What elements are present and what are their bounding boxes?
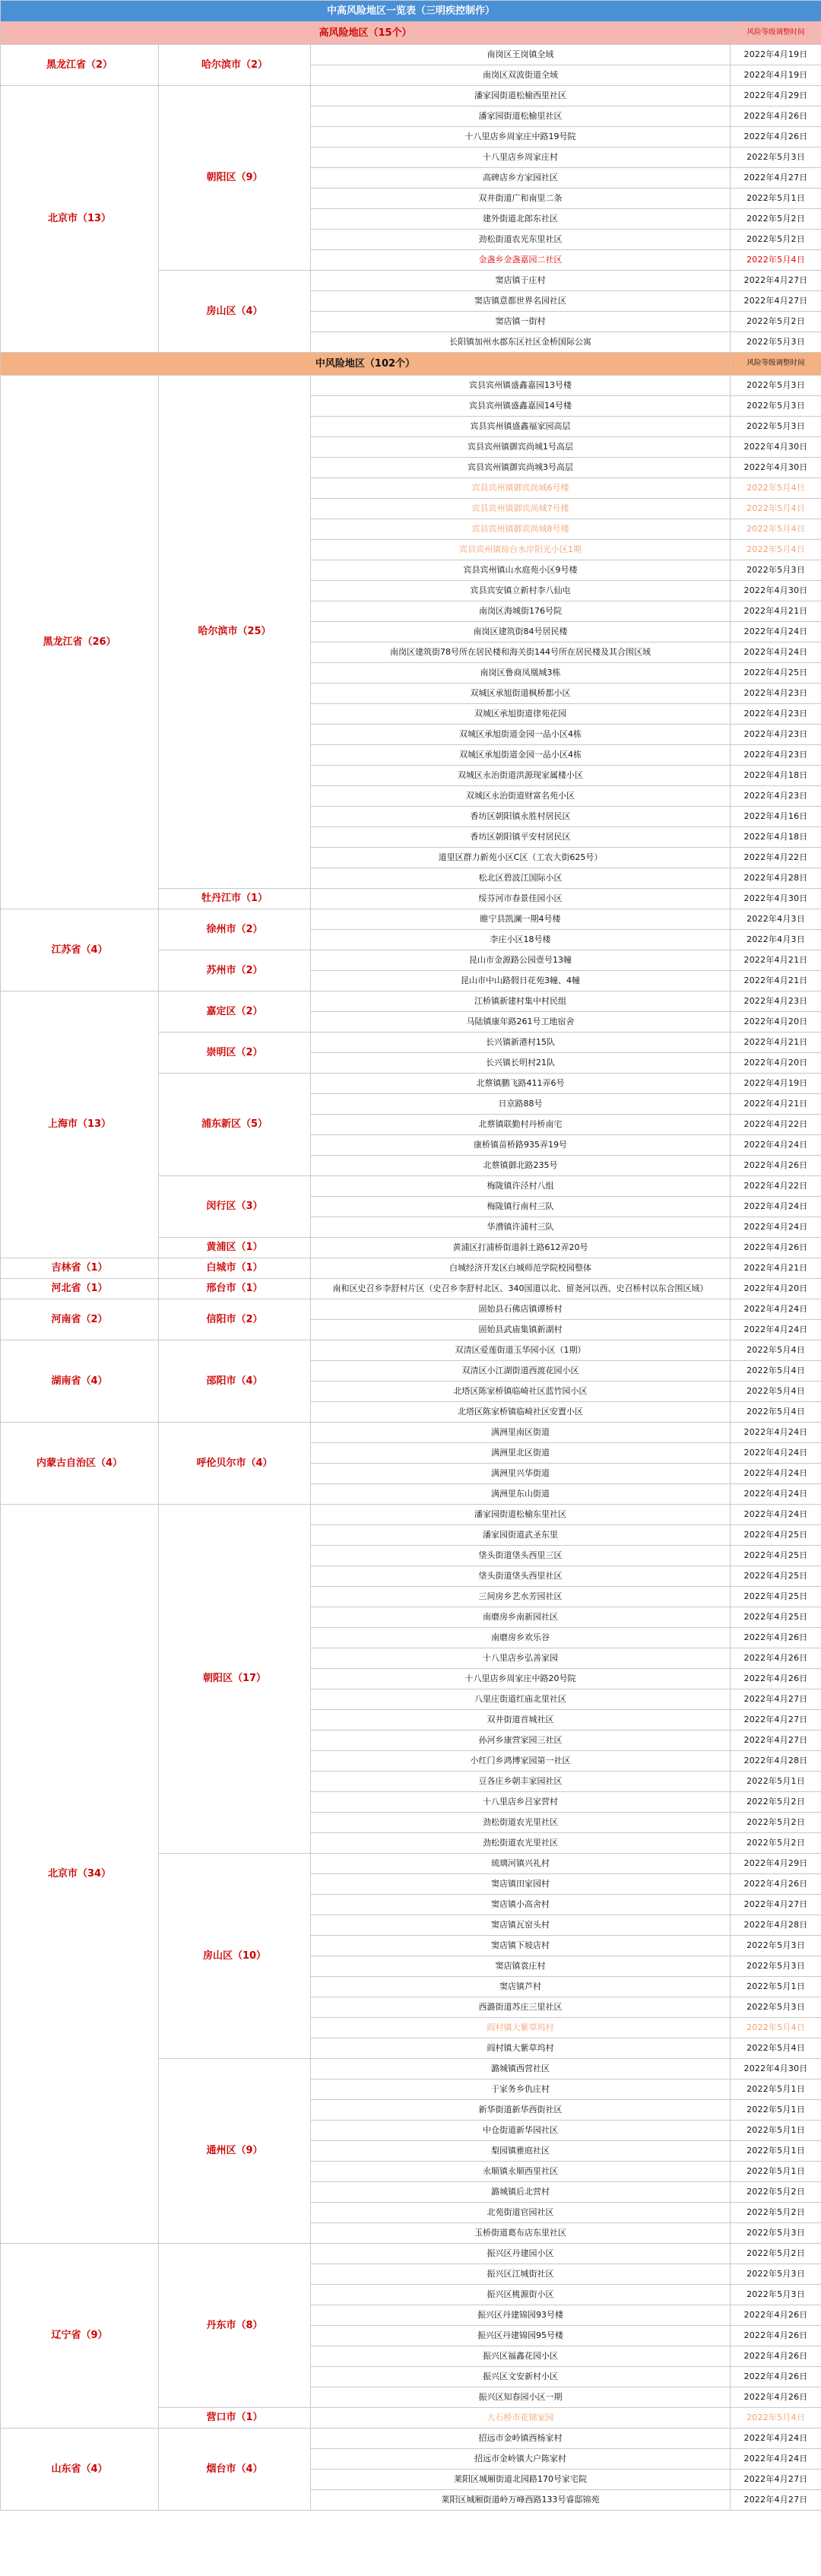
table-row — [1, 1279, 821, 1299]
adjust-date-cell: 2022年5月3日 — [731, 2264, 821, 2285]
section-header-row — [1, 22, 821, 45]
area-cell: 孙河乡康营家园三社区 — [311, 1731, 731, 1751]
area-cell: 满洲里兴华街道 — [311, 1464, 731, 1484]
adjust-date-cell: 2022年5月2日 — [731, 1833, 821, 1854]
adjust-date-cell: 2022年5月4日 — [731, 2038, 821, 2059]
adjust-date-cell: 2022年4月25日 — [731, 1607, 821, 1628]
adjust-date-cell: 2022年4月24日 — [731, 1443, 821, 1464]
area-cell: 中仓街道新华园社区 — [311, 2121, 731, 2141]
area-cell: 振兴区知春园小区一期 — [311, 2387, 731, 2408]
area-cell: 十八里店乡周家庄中路20号院 — [311, 1669, 731, 1689]
adjust-date-cell: 2022年4月29日 — [731, 86, 821, 106]
area-cell: 江桥镇新建村集中村民组 — [311, 991, 731, 1012]
adjust-date-cell: 2022年4月26日 — [731, 1648, 821, 1669]
adjust-date-cell: 2022年5月4日 — [731, 540, 821, 560]
area-cell: 华漕镇许浦村三队 — [311, 1217, 731, 1238]
adjust-date-cell: 2022年4月21日 — [731, 1258, 821, 1279]
adjust-date-cell: 2022年4月30日 — [731, 581, 821, 601]
adjust-date-cell: 2022年4月24日 — [731, 1197, 821, 1217]
section-label: 高风险地区（15个） — [1, 22, 731, 45]
table-row — [1, 86, 821, 106]
adjust-date-cell: 2022年4月23日 — [731, 991, 821, 1012]
city-cell: 房山区（4） — [159, 271, 311, 353]
adjust-date-cell: 2022年4月24日 — [731, 1505, 821, 1525]
province-cell: 江苏省（4） — [1, 909, 159, 991]
adjust-date-cell: 2022年5月4日 — [731, 499, 821, 519]
section-label: 中风险地区（102个） — [1, 353, 731, 376]
adjust-date-cell: 2022年4月29日 — [731, 1854, 821, 1874]
area-cell: 梨园镇雅庭社区 — [311, 2141, 731, 2162]
area-cell: 昆山市中山路假日花苑3幢、4幢 — [311, 971, 731, 991]
adjust-date-cell: 2022年4月16日 — [731, 807, 821, 827]
adjust-date-cell: 2022年4月24日 — [731, 1423, 821, 1443]
adjust-date-cell: 2022年4月27日 — [731, 168, 821, 189]
area-cell: 双井街道首城社区 — [311, 1710, 731, 1731]
area-cell: 梅陇镇行南村三队 — [311, 1197, 731, 1217]
province-cell: 河南省（2） — [1, 1299, 159, 1340]
adjust-date-cell: 2022年4月27日 — [731, 1895, 821, 1915]
adjust-date-cell: 2022年5月1日 — [731, 2141, 821, 2162]
city-cell: 呼伦贝尔市（4） — [159, 1423, 311, 1505]
adjust-date-cell: 2022年4月24日 — [731, 1484, 821, 1505]
adjust-time-header: 风险等级调整时间 — [731, 22, 821, 45]
area-cell: 香坊区朝阳镇平安村居民区 — [311, 827, 731, 848]
adjust-date-cell: 2022年4月30日 — [731, 2059, 821, 2080]
area-cell: 振兴区桃源街小区 — [311, 2285, 731, 2305]
area-cell: 窦店镇瓦窑头村 — [311, 1915, 731, 1936]
area-cell: 十八里店乡周家庄中路19号院 — [311, 127, 731, 148]
area-cell: 西潞街道苏庄三里社区 — [311, 1997, 731, 2018]
area-cell: 莱阳区城厢街道岭万峰西路133号睿邸锦苑 — [311, 2490, 731, 2511]
adjust-date-cell: 2022年4月22日 — [731, 848, 821, 868]
area-cell: 招远市金岭镇西杨家村 — [311, 2428, 731, 2449]
province-cell: 内蒙古自治区（4） — [1, 1423, 159, 1505]
city-cell: 嘉定区（2） — [159, 991, 311, 1033]
city-cell: 浦东新区（5） — [159, 1074, 311, 1176]
area-cell: 双城区承旭街道枫桥都小区 — [311, 684, 731, 704]
area-cell: 南和区史召乡李舒村片区（史召乡李舒村北区、340国道以北、留尧河以西、史召桥村以东合围区域） — [311, 1279, 731, 1299]
province-cell: 北京市（34） — [1, 1505, 159, 2244]
area-cell: 于家务乡仇庄村 — [311, 2080, 731, 2100]
adjust-date-cell: 2022年5月1日 — [731, 189, 821, 209]
area-cell: 玉桥街道葛布店东里社区 — [311, 2223, 731, 2244]
area-cell: 阎村镇大紫草坞村 — [311, 2038, 731, 2059]
area-cell: 双城区承旭街道金园一品小区4栋 — [311, 725, 731, 745]
area-cell: 固始县武庙集镇新湖村 — [311, 1320, 731, 1340]
province-cell: 上海市（13） — [1, 991, 159, 1258]
area-cell: 昆山市金源路公园壹号13幢 — [311, 950, 731, 971]
adjust-date-cell: 2022年4月24日 — [731, 1299, 821, 1320]
adjust-date-cell: 2022年5月2日 — [731, 230, 821, 250]
area-cell: 潘家园街道松榆西里社区 — [311, 86, 731, 106]
area-cell: 劲松街道农光里社区 — [311, 1833, 731, 1854]
area-cell: 长兴镇新港村15队 — [311, 1033, 731, 1053]
adjust-date-cell: 2022年4月30日 — [731, 458, 821, 478]
table-row — [1, 1505, 821, 1525]
city-cell: 烟台市（4） — [159, 2428, 311, 2511]
city-cell: 哈尔滨市（2） — [159, 45, 311, 86]
city-cell: 邵阳市（4） — [159, 1340, 311, 1423]
area-cell: 新华街道新华西街社区 — [311, 2100, 731, 2121]
area-cell: 永顺镇永顺西里社区 — [311, 2162, 731, 2182]
area-cell: 垡头街道垡头西里社区 — [311, 1566, 731, 1587]
adjust-date-cell: 2022年4月28日 — [731, 1751, 821, 1772]
table-row — [1, 45, 821, 65]
adjust-date-cell: 2022年4月21日 — [731, 601, 821, 622]
area-cell: 双城区承旭街道律苑花园 — [311, 704, 731, 725]
area-cell: 北蔡镇鹏飞路411弄6号 — [311, 1074, 731, 1094]
city-cell: 牡丹江市（1） — [159, 889, 311, 909]
adjust-date-cell: 2022年5月2日 — [731, 209, 821, 230]
adjust-date-cell: 2022年5月3日 — [731, 148, 821, 168]
area-cell: 南磨房乡欢乐谷 — [311, 1628, 731, 1648]
adjust-date-cell: 2022年4月27日 — [731, 1731, 821, 1751]
area-cell: 双井街道广和南里二条 — [311, 189, 731, 209]
adjust-date-cell: 2022年5月3日 — [731, 2223, 821, 2244]
adjust-date-cell: 2022年4月25日 — [731, 1525, 821, 1546]
adjust-date-cell: 2022年5月3日 — [731, 1936, 821, 1956]
area-cell: 窦店镇小高舍村 — [311, 1895, 731, 1915]
adjust-date-cell: 2022年4月23日 — [731, 745, 821, 766]
area-cell: 香坊区朝阳镇永胜村居民区 — [311, 807, 731, 827]
adjust-date-cell: 2022年5月2日 — [731, 1813, 821, 1833]
area-cell: 宾县宾州镇盛鑫嘉园13号楼 — [311, 376, 731, 396]
adjust-date-cell: 2022年4月20日 — [731, 1053, 821, 1074]
adjust-date-cell: 2022年5月2日 — [731, 2244, 821, 2264]
area-cell: 窦店镇袁庄村 — [311, 1956, 731, 1977]
area-cell: 固始县石佛店镇谭桥村 — [311, 1299, 731, 1320]
adjust-date-cell: 2022年4月19日 — [731, 65, 821, 86]
area-cell: 阎村镇大紫草坞村 — [311, 2018, 731, 2038]
adjust-date-cell: 2022年4月23日 — [731, 725, 821, 745]
adjust-date-cell: 2022年4月22日 — [731, 1176, 821, 1197]
area-cell: 振兴区文安新村小区 — [311, 2367, 731, 2387]
adjust-date-cell: 2022年5月4日 — [731, 1361, 821, 1382]
adjust-date-cell: 2022年4月26日 — [731, 2326, 821, 2346]
area-cell: 南岗区鲁商凤凰城3栋 — [311, 663, 731, 684]
area-cell: 北塔区陈家桥镇临崎社区蓝竹园小区 — [311, 1382, 731, 1402]
city-cell: 信阳市（2） — [159, 1299, 311, 1340]
page-title: 中高风险地区一览表（三明疾控制作） — [1, 1, 821, 22]
adjust-date-cell: 2022年4月26日 — [731, 1628, 821, 1648]
province-cell: 湖南省（4） — [1, 1340, 159, 1423]
area-cell: 窦店镇田家园村 — [311, 1874, 731, 1895]
area-cell: 宾县宾州镇琼台水岸阳光小区1期 — [311, 540, 731, 560]
area-cell: 豆各庄乡朝丰家园社区 — [311, 1772, 731, 1792]
area-cell: 宾县宾州镇山水庭苑小区9号楼 — [311, 560, 731, 581]
adjust-date-cell: 2022年5月4日 — [731, 1402, 821, 1423]
adjust-date-cell: 2022年4月25日 — [731, 663, 821, 684]
area-cell: 宾县宾州镇盛鑫福家园高层 — [311, 417, 731, 437]
table-title-row — [1, 1, 821, 22]
province-cell: 辽宁省（9） — [1, 2244, 159, 2428]
city-cell: 营口市（1） — [159, 2408, 311, 2428]
adjust-date-cell: 2022年5月3日 — [731, 396, 821, 417]
province-cell: 河北省（1） — [1, 1279, 159, 1299]
adjust-time-header: 风险等级调整时间 — [731, 353, 821, 376]
area-cell: 黄浦区打浦桥街道斜土路612弄20号 — [311, 1238, 731, 1258]
adjust-date-cell: 2022年5月4日 — [731, 250, 821, 271]
area-cell: 振兴区江城街社区 — [311, 2264, 731, 2285]
city-cell: 朝阳区（17） — [159, 1505, 311, 1854]
area-cell: 建外街道北郎东社区 — [311, 209, 731, 230]
city-cell: 苏州市（2） — [159, 950, 311, 991]
area-cell: 振兴区丹建锦园95号楼 — [311, 2326, 731, 2346]
table-row — [1, 2244, 821, 2264]
area-cell: 劲松街道农光里社区 — [311, 1813, 731, 1833]
adjust-date-cell: 2022年5月1日 — [731, 2162, 821, 2182]
adjust-date-cell: 2022年4月21日 — [731, 1033, 821, 1053]
area-cell: 双城区永治街道财富名苑小区 — [311, 786, 731, 807]
adjust-date-cell: 2022年5月3日 — [731, 1956, 821, 1977]
adjust-date-cell: 2022年4月3日 — [731, 909, 821, 930]
area-cell: 宾县宾州镇御宾尚城8号楼 — [311, 519, 731, 540]
area-cell: 琉璃河镇兴礼村 — [311, 1854, 731, 1874]
adjust-date-cell: 2022年5月3日 — [731, 1997, 821, 2018]
adjust-date-cell: 2022年4月27日 — [731, 1710, 821, 1731]
area-cell: 劲松街道农光东里社区 — [311, 230, 731, 250]
area-cell: 宾县宾州镇盛鑫嘉园14号楼 — [311, 396, 731, 417]
province-cell: 黑龙江省（26） — [1, 376, 159, 909]
area-cell: 八里庄街道红庙北里社区 — [311, 1689, 731, 1710]
adjust-date-cell: 2022年5月2日 — [731, 2182, 821, 2203]
city-cell: 闵行区（3） — [159, 1176, 311, 1238]
area-cell: 宾县宾州镇御宾尚城7号楼 — [311, 499, 731, 519]
area-cell: 十八里店乡吕家营村 — [311, 1792, 731, 1813]
adjust-date-cell: 2022年4月20日 — [731, 1279, 821, 1299]
adjust-date-cell: 2022年4月24日 — [731, 2449, 821, 2470]
area-cell: 马陆镇康年路261号工地宿舍 — [311, 1012, 731, 1033]
table-row — [1, 1340, 821, 1361]
table-row — [1, 1258, 821, 1279]
adjust-date-cell: 2022年4月26日 — [731, 1156, 821, 1176]
adjust-date-cell: 2022年5月3日 — [731, 417, 821, 437]
area-cell: 振兴区福鑫花园小区 — [311, 2346, 731, 2367]
area-cell: 睢宁县凯澜一期4号楼 — [311, 909, 731, 930]
area-cell: 南岗区建筑街84号居民楼 — [311, 622, 731, 642]
area-cell: 梅陇镇许泾村八组 — [311, 1176, 731, 1197]
area-cell: 金盏乡金盏嘉园二社区 — [311, 250, 731, 271]
city-cell: 黄浦区（1） — [159, 1238, 311, 1258]
area-cell: 振兴区丹建园小区 — [311, 2244, 731, 2264]
adjust-date-cell: 2022年5月4日 — [731, 519, 821, 540]
adjust-date-cell: 2022年5月1日 — [731, 2080, 821, 2100]
adjust-date-cell: 2022年5月2日 — [731, 312, 821, 332]
adjust-date-cell: 2022年4月28日 — [731, 1915, 821, 1936]
adjust-date-cell: 2022年4月27日 — [731, 271, 821, 291]
adjust-date-cell: 2022年4月3日 — [731, 930, 821, 950]
adjust-date-cell: 2022年5月4日 — [731, 1382, 821, 1402]
area-cell: 日京路88号 — [311, 1094, 731, 1115]
area-cell: 南岗区王岗镇全域 — [311, 45, 731, 65]
adjust-date-cell: 2022年5月4日 — [731, 2018, 821, 2038]
adjust-date-cell: 2022年4月30日 — [731, 437, 821, 458]
adjust-date-cell: 2022年4月24日 — [731, 622, 821, 642]
province-cell: 黑龙江省（2） — [1, 45, 159, 86]
adjust-date-cell: 2022年4月21日 — [731, 950, 821, 971]
adjust-date-cell: 2022年4月26日 — [731, 1874, 821, 1895]
area-cell: 北塔区陈家桥镇临崎社区安置小区 — [311, 1402, 731, 1423]
area-cell: 北蔡镇联勤村丹桥南宅 — [311, 1115, 731, 1135]
area-cell: 招远市金岭镇大户陈家村 — [311, 2449, 731, 2470]
table-row — [1, 1423, 821, 1443]
adjust-date-cell: 2022年4月30日 — [731, 889, 821, 909]
area-cell: 李庄小区18号楼 — [311, 930, 731, 950]
adjust-date-cell: 2022年4月24日 — [731, 1135, 821, 1156]
area-cell: 绥芬河市春景佳园小区 — [311, 889, 731, 909]
adjust-date-cell: 2022年4月26日 — [731, 2367, 821, 2387]
table-row — [1, 376, 821, 396]
area-cell: 莱阳区城厢街道北园路170号家宅院 — [311, 2470, 731, 2490]
area-cell: 北蔡镇御北路235号 — [311, 1156, 731, 1176]
adjust-date-cell: 2022年4月28日 — [731, 868, 821, 889]
adjust-date-cell: 2022年4月25日 — [731, 1587, 821, 1607]
area-cell: 满洲里东山街道 — [311, 1484, 731, 1505]
area-cell: 宾县宾州镇御宾尚城3号高层 — [311, 458, 731, 478]
area-cell: 双城区永治街道洪源现家属楼小区 — [311, 766, 731, 786]
adjust-date-cell: 2022年5月2日 — [731, 1792, 821, 1813]
area-cell: 南磨房乡南新园社区 — [311, 1607, 731, 1628]
area-cell: 窦店镇下坡店村 — [311, 1936, 731, 1956]
area-cell: 十八里店乡弘善家园 — [311, 1648, 731, 1669]
adjust-date-cell: 2022年4月27日 — [731, 291, 821, 312]
area-cell: 十八里店乡周家庄村 — [311, 148, 731, 168]
adjust-date-cell: 2022年5月1日 — [731, 1977, 821, 1997]
table-row — [1, 2428, 821, 2449]
adjust-date-cell: 2022年4月23日 — [731, 684, 821, 704]
section-header-row — [1, 353, 821, 376]
adjust-date-cell: 2022年5月3日 — [731, 332, 821, 353]
adjust-date-cell: 2022年4月26日 — [731, 106, 821, 127]
area-cell: 潞城镇后北营村 — [311, 2182, 731, 2203]
area-cell: 南岗区建筑街78号所在居民楼和海关街144号所在居民楼及其合围区域 — [311, 642, 731, 663]
city-cell: 丹东市（8） — [159, 2244, 311, 2408]
adjust-date-cell: 2022年4月25日 — [731, 1546, 821, 1566]
adjust-date-cell: 2022年5月1日 — [731, 2100, 821, 2121]
adjust-date-cell: 2022年5月4日 — [731, 1340, 821, 1361]
area-cell: 振兴区丹建锦园93号楼 — [311, 2305, 731, 2326]
area-cell: 窦店镇芦村 — [311, 1977, 731, 1997]
adjust-date-cell: 2022年5月3日 — [731, 2285, 821, 2305]
area-cell: 康桥镇苗桥路935弄19号 — [311, 1135, 731, 1156]
area-cell: 三间房乡艺水芳园社区 — [311, 1587, 731, 1607]
table-row — [1, 991, 821, 1012]
area-cell: 窦店镇于庄村 — [311, 271, 731, 291]
adjust-date-cell: 2022年4月24日 — [731, 1217, 821, 1238]
area-cell: 宾县宾州镇御宾尚城1号高层 — [311, 437, 731, 458]
adjust-date-cell: 2022年4月26日 — [731, 2305, 821, 2326]
adjust-date-cell: 2022年4月24日 — [731, 642, 821, 663]
adjust-date-cell: 2022年5月1日 — [731, 1772, 821, 1792]
area-cell: 宾县宾安镇立新村李八仙屯 — [311, 581, 731, 601]
adjust-date-cell: 2022年5月4日 — [731, 2408, 821, 2428]
adjust-date-cell: 2022年4月19日 — [731, 45, 821, 65]
area-cell: 垡头街道垡头西里三区 — [311, 1546, 731, 1566]
table-row — [1, 909, 821, 930]
area-cell: 宾县宾州镇御宾尚城6号楼 — [311, 478, 731, 499]
area-cell: 南岗区海城街176号院 — [311, 601, 731, 622]
adjust-date-cell: 2022年5月1日 — [731, 2121, 821, 2141]
city-cell: 通州区（9） — [159, 2059, 311, 2244]
area-cell: 双清区小江湖街道西渡花园小区 — [311, 1361, 731, 1382]
adjust-date-cell: 2022年4月20日 — [731, 1012, 821, 1033]
adjust-date-cell: 2022年4月25日 — [731, 1566, 821, 1587]
province-cell: 吉林省（1） — [1, 1258, 159, 1279]
area-cell: 小红门乡鸿博家园第一社区 — [311, 1751, 731, 1772]
adjust-date-cell: 2022年5月3日 — [731, 560, 821, 581]
adjust-date-cell: 2022年4月27日 — [731, 2470, 821, 2490]
province-cell: 山东省（4） — [1, 2428, 159, 2511]
area-cell: 白城经济开发区白城师范学院校园整体 — [311, 1258, 731, 1279]
area-cell: 南岗区双波街道全域 — [311, 65, 731, 86]
city-cell: 邢台市（1） — [159, 1279, 311, 1299]
city-cell: 白城市（1） — [159, 1258, 311, 1279]
area-cell: 双清区爱莲街道玉华园小区（1期） — [311, 1340, 731, 1361]
adjust-date-cell: 2022年4月18日 — [731, 827, 821, 848]
area-cell: 满洲里北区街道 — [311, 1443, 731, 1464]
area-cell: 北苑街道官园社区 — [311, 2203, 731, 2223]
area-cell: 潘家园街道松榆东里社区 — [311, 1505, 731, 1525]
table-row — [1, 1299, 821, 1320]
adjust-date-cell: 2022年4月24日 — [731, 1320, 821, 1340]
adjust-date-cell: 2022年4月27日 — [731, 2490, 821, 2511]
city-cell: 崇明区（2） — [159, 1033, 311, 1074]
adjust-date-cell: 2022年5月4日 — [731, 478, 821, 499]
area-cell: 双城区承旭街道金园一品小区4栋 — [311, 745, 731, 766]
adjust-date-cell: 2022年4月27日 — [731, 1689, 821, 1710]
city-cell: 哈尔滨市（25） — [159, 376, 311, 889]
area-cell: 大石桥市花锦家园 — [311, 2408, 731, 2428]
adjust-date-cell: 2022年4月26日 — [731, 127, 821, 148]
adjust-date-cell: 2022年4月26日 — [731, 2346, 821, 2367]
adjust-date-cell: 2022年4月23日 — [731, 786, 821, 807]
adjust-date-cell: 2022年4月24日 — [731, 1464, 821, 1484]
adjust-date-cell: 2022年4月19日 — [731, 1074, 821, 1094]
area-cell: 潞城镇西营社区 — [311, 2059, 731, 2080]
province-cell: 北京市（13） — [1, 86, 159, 353]
area-cell: 长阳镇加州水郡东区社区金桥国际公寓 — [311, 332, 731, 353]
area-cell: 满洲里南区街道 — [311, 1423, 731, 1443]
area-cell: 窦店镇一街村 — [311, 312, 731, 332]
adjust-date-cell: 2022年4月23日 — [731, 704, 821, 725]
adjust-date-cell: 2022年4月21日 — [731, 971, 821, 991]
area-cell: 高碑店乡方家园社区 — [311, 168, 731, 189]
city-cell: 徐州市（2） — [159, 909, 311, 950]
adjust-date-cell: 2022年4月26日 — [731, 1669, 821, 1689]
area-cell: 松北区碧波江国际小区 — [311, 868, 731, 889]
adjust-date-cell: 2022年4月21日 — [731, 1094, 821, 1115]
adjust-date-cell: 2022年4月22日 — [731, 1115, 821, 1135]
area-cell: 潘家园街道武圣东里 — [311, 1525, 731, 1546]
area-cell: 道里区群力新苑小区C区（工农大街625号） — [311, 848, 731, 868]
city-cell: 朝阳区（9） — [159, 86, 311, 271]
adjust-date-cell: 2022年4月26日 — [731, 1238, 821, 1258]
adjust-date-cell: 2022年5月3日 — [731, 376, 821, 396]
adjust-date-cell: 2022年5月2日 — [731, 2203, 821, 2223]
area-cell: 长兴镇长明村21队 — [311, 1053, 731, 1074]
adjust-date-cell: 2022年4月26日 — [731, 2387, 821, 2408]
area-cell: 窦店镇意都世界名园社区 — [311, 291, 731, 312]
city-cell: 房山区（10） — [159, 1854, 311, 2059]
adjust-date-cell: 2022年4月24日 — [731, 2428, 821, 2449]
adjust-date-cell: 2022年4月18日 — [731, 766, 821, 786]
area-cell: 潘家园街道松榆里社区 — [311, 106, 731, 127]
